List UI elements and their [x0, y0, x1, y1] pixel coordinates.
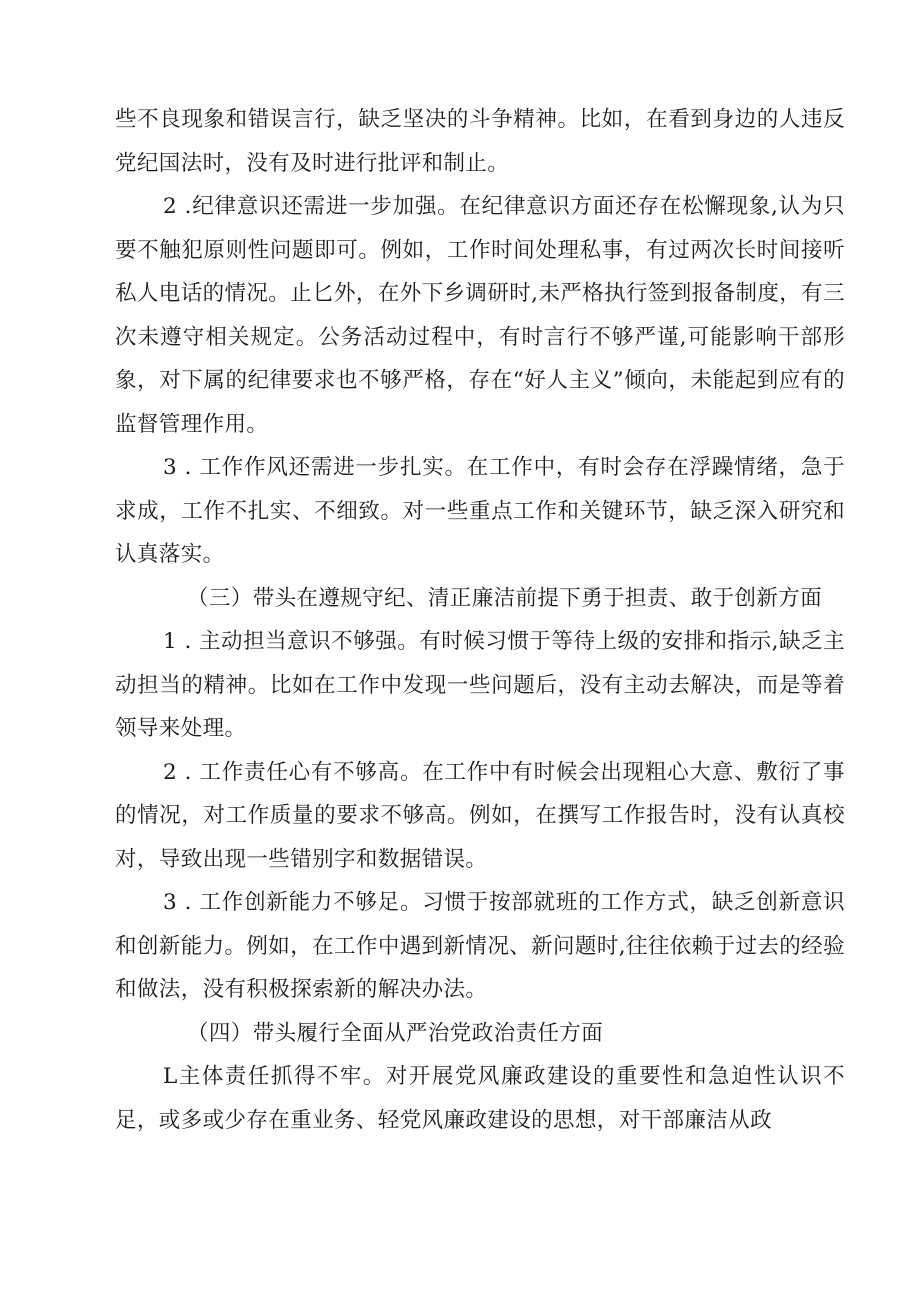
- paragraph-work-style: 3 . 工作作风还需进一步扎实。在工作中，有时会存在浮躁情绪，急于求成，工作不扎实、不细致。对一些重点工作和关键环节，缺乏深入研究和认真落实。: [115, 455, 845, 567]
- paragraph-main-responsibility: L主体责任抓得不牢。对开展党风廉政建设的重要性和急迫性认识不足，或多或少存在重业务、轻党风廉政建设的思想，对干部廉洁从政: [115, 1064, 845, 1133]
- paragraph-continuation: 些不良现象和错误言行，缺乏坚决的斗争精神。比如，在看到身边的人违反党纪国法时，没有及时进行批评和制止。: [115, 107, 845, 176]
- section-heading-three: （三）带头在遵规守纪、清正廉洁前提下勇于担责、敢于创新方面: [187, 585, 823, 611]
- paragraph-responsibility: 2 . 工作责任心有不够高。在工作中有时候会出现粗心大意、敷衍了事的情况，对工作质量的要求不够高。例如，在撰写工作报告时，没有认真校对，导致出现一些错别字和数据错误。: [115, 759, 845, 872]
- paragraph-initiative: 1 . 主动担当意识不够强。有时候习惯于等待上级的安排和指示,缺乏主动担当的精神。比如在工作中发现一些问题后，没有主动去解决，而是等着领导来处理。: [115, 629, 845, 741]
- paragraph-innovation: 3 . 工作创新能力不够足。习惯于按部就班的工作方式，缺乏创新意识和创新能力。例如，在工作中遇到新情况、新问题时,往往依赖于过去的经验和做法，没有积极探索新的解决办法。: [115, 890, 845, 1002]
- paragraph-discipline-awareness: 2 .纪律意识还需进一步加强。在纪律意识方面还存在松懈现象,认为只要不触犯原则性问题即可。例如，工作时间处理私事，有过两次长时间接听私人电话的情况。止匕外，在外下乡调研时,未严格执行签到报备制度，有三次未遵守相关规定。公务活动过程中，有时言行不够严谨,可能影响干部形象，对下属的纪律要求也不够严格，存在“好人主义”倾向，未能起到应有的监督管理作用。: [115, 194, 845, 437]
- document-body: [115, 98, 845, 1142]
- section-heading-four: （四）带头履行全面从严治党政治责任方面: [187, 1020, 604, 1046]
